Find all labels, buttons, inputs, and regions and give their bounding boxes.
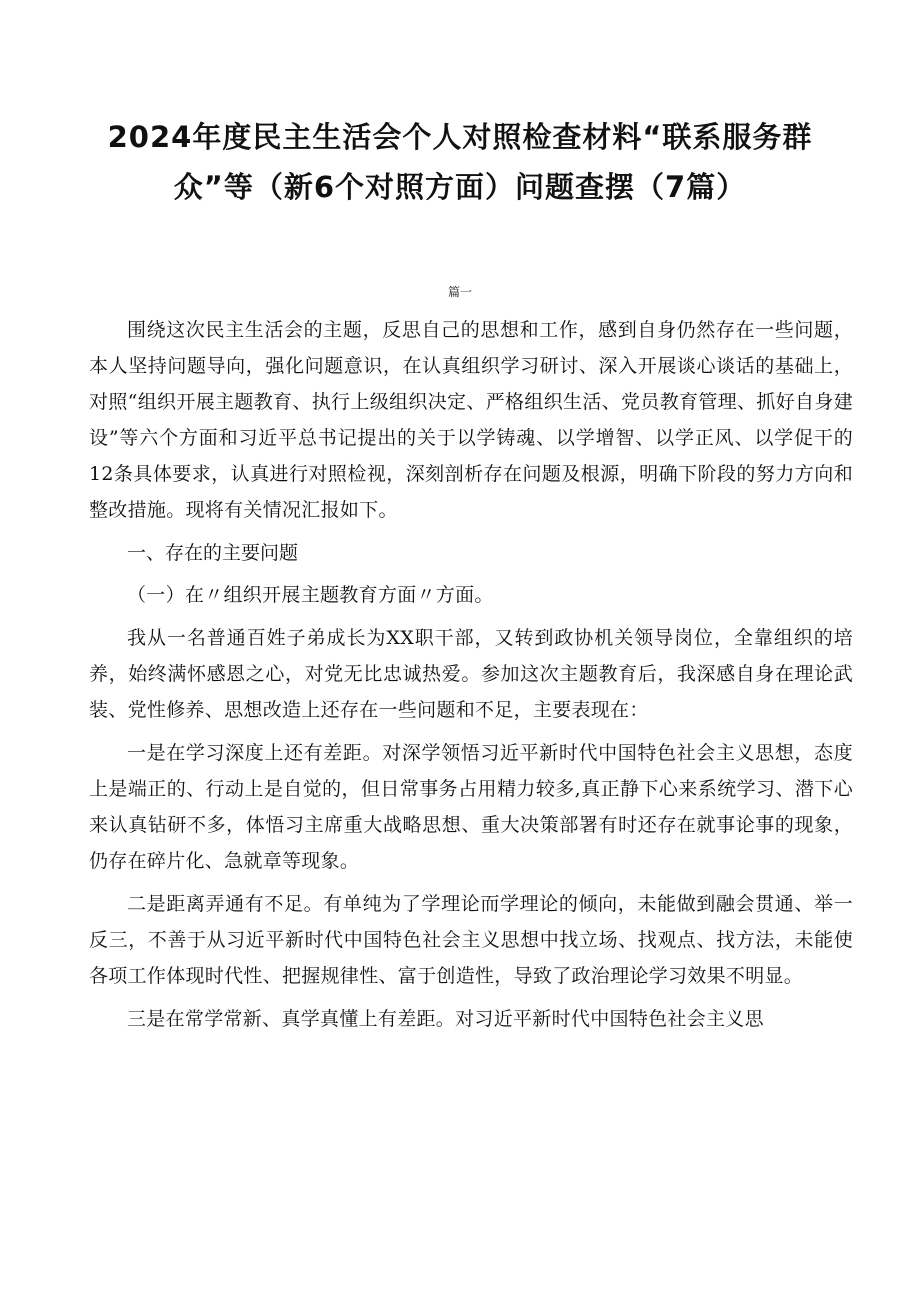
document-title: 2024年度民主生活会个人对照检查材料“联系服务群众”等（新6个对照方面）问题查摆（7篇） xyxy=(107,120,813,204)
section-heading: 一、存在的主要问题 xyxy=(127,542,299,564)
part-label: 篇一 xyxy=(447,285,472,299)
subsection-heading: （一）在〃组织开展主题教育方面〃方面。 xyxy=(127,584,494,606)
body-paragraph: 一是在学习深度上还有差距。对深学领悟习近平新时代中国特色社会主义思想，态度上是端正的、行动上是自觉的，但日常事务占用精力较多,真正静下心来系统学习、潜下心来认真钻研不多，体悟习主席重大战略思想、重大决策部署有时还存在就事论事的现象，仍存在碎片化、急就章等现象。 xyxy=(89,742,853,872)
body-paragraph: 三是在常学常新、真学真懂上有差距。对习近平新时代中国特色社会主义思 xyxy=(127,1008,764,1030)
intro-paragraph: 围绕这次民主生活会的主题，反思自己的思想和工作，感到自身仍然存在一些问题，本人坚持问题导向，强化问题意识，在认真组织学习研讨、深入开展谈心谈话的基础上，对照“组织开展主题教育、执行上级组织决定、严格组织生活、党员教育管理、抓好自身建设”等六个方面和习近平总书记提出的关于以学铸魂、以学增智、以学正风、以学促干的12条具体要求，认真进行对照检视，深刻剖析存在问题及根源，明确下阶段的努力方向和整改措施。现将有关情况汇报如下。 xyxy=(89,319,853,521)
body-paragraph: 我从一名普通百姓子弟成长为XX职干部，又转到政协机关领导岗位，全靠组织的培养，始终满怀感恩之心，对党无比忠诚热爱。参加这次主题教育后，我深感自身在理论武装、党性修养、思想改造上还存在一些问题和不足，主要表现在： xyxy=(89,627,853,721)
document-body xyxy=(89,312,853,1044)
body-paragraph: 二是距离弄通有不足。有单纯为了学理论而学理论的倾向，未能做到融会贯通、举一反三，不善于从习近平新时代中国特色社会主义思想中找立场、找观点、找方法，未能使各项工作体现时代性、把握规律性、富于创造性，导致了政治理论学习效果不明显。 xyxy=(89,893,853,987)
